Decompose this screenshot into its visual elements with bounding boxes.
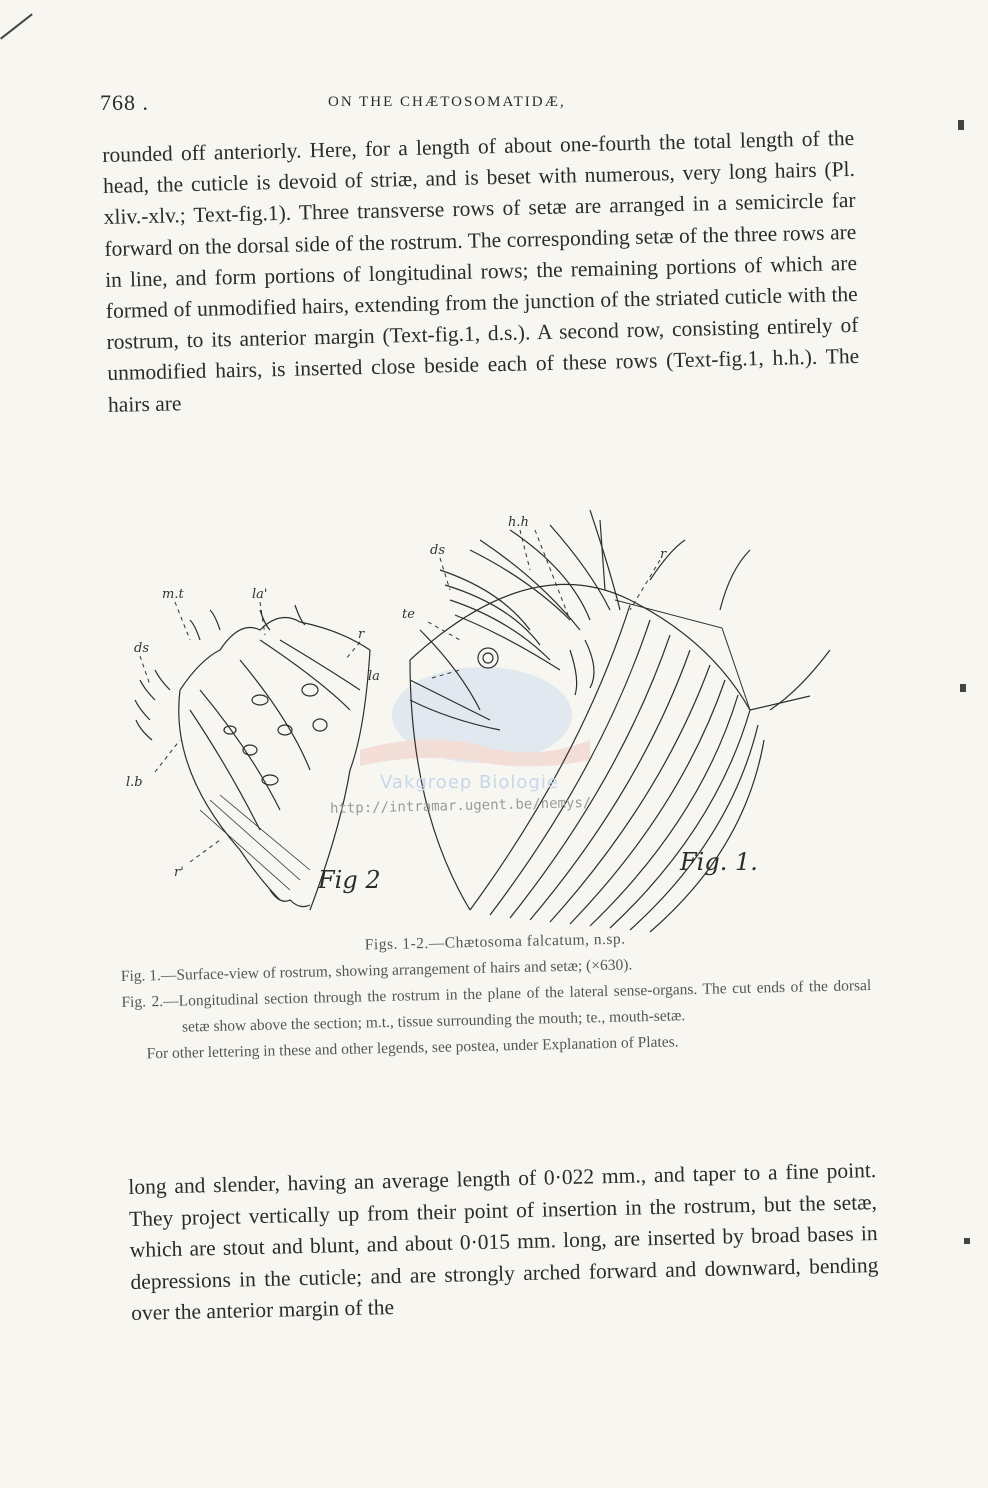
paragraph-text: long and slender, having an average length of 0·022 mm., and taper to a fine point. They project vertically up from their point of insertion in the rostrum, but the setæ, which are stout and blunt, and about 0·015 mm. long, are inserted by broad bases in depressions in the cuticle; and are strongly arched forward and downward, bending over the anterior margin of the: [128, 1158, 879, 1326]
fig2-label-lb: l.b: [126, 775, 143, 790]
fig1-label-te: te: [402, 607, 415, 622]
fig2-label-r: r: [358, 627, 365, 642]
fig1-label-r: r: [660, 547, 667, 562]
watermark-url: http://intramar.ugent.be/nemys/: [329, 795, 592, 817]
running-head: ON THE CHÆTOSOMATIDÆ,: [328, 94, 566, 110]
fig2-label-r2: r': [174, 865, 184, 880]
fig2-label-la: la': [252, 587, 268, 602]
fig2-drawing: [135, 605, 370, 910]
caption-fig2: Fig. 2.—Longitudinal section through the rostrum in the plane of the lateral sense-organs. The cut ends of the dorsal setæ show above the section; m.t., tissue surrounding the mouth; te., mouth-setæ.: [121, 976, 872, 1036]
fig1-label-hh: h.h: [508, 515, 529, 530]
fig2-label-mt: m.t: [162, 587, 184, 602]
caption-fig1: Fig. 1.—Surface-view of rostrum, showing arrangement of hairs and setæ; (×630).: [120, 956, 633, 985]
body-paragraph-top: [102, 123, 860, 421]
page-number: 768 .: [100, 90, 149, 115]
scan-speck: [958, 120, 964, 130]
fig1-label-la: la: [368, 669, 380, 684]
text-figure: [110, 510, 870, 940]
watermark-logo: [360, 667, 590, 767]
fig2-label-ds: ds: [134, 641, 149, 656]
paragraph-text: rounded off anteriorly. Here, for a length of about one-fourth the total length of the head, the cuticle is devoid of striæ, and is beset with numerous, very long hairs (Pl. xliv.-xlv.; Text-fig.1). Three transverse rows of setæ are arranged in a semicircle far forward on the dorsal side of the rostrum. The corresponding setæ of the three rows are in line, and form portions of longitudinal rows; the remaining portions of which are formed of unmodified hairs, extending from the junction of the striated cuticle with the rostrum, to its anterior margin (Text-fig.1, d.s.). A second row, consisting entirely of unmodified hairs, is inserted close beside each of these rows (Text-fig.1, h.h.). The hairs are: [102, 125, 860, 417]
caption-title: Figs. 1-2.—Chætosoma falcatum, n.sp.: [364, 930, 626, 954]
caption-note: For other lettering in these and other legends, see postea, under Explanation of Plates.: [146, 1033, 679, 1063]
scan-speck: [960, 684, 966, 692]
scan-speck: [964, 1238, 970, 1244]
figure-captions: [120, 921, 873, 1068]
figure-drawing: [110, 510, 870, 940]
watermark-org: Vakgroep Biologie: [380, 772, 559, 793]
page-header: [100, 88, 880, 122]
body-paragraph-bottom: [128, 1155, 879, 1330]
fig2-name: Fig 2: [318, 866, 381, 894]
fig1-name: Fig. 1.: [680, 848, 758, 876]
fig1-label-ds: ds: [430, 543, 445, 558]
scan-edge-mark: [0, 13, 33, 39]
